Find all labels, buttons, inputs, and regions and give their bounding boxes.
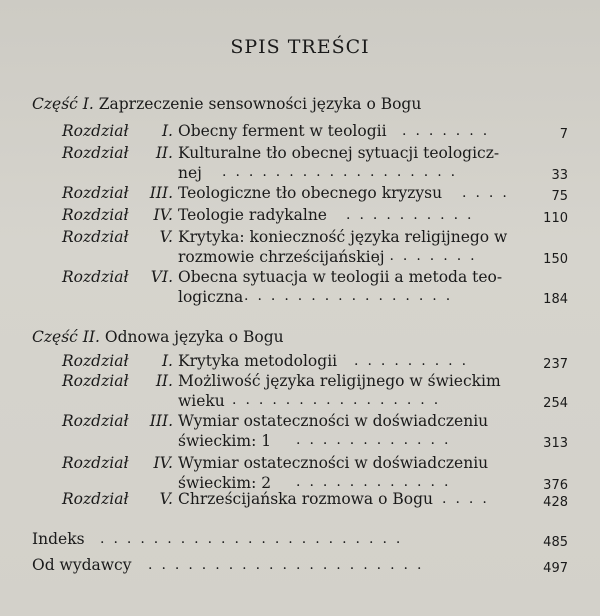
chapter-title-cont: rozmowie chrześcijańskiej bbox=[178, 248, 385, 266]
page-number: 497 bbox=[543, 561, 568, 576]
page-number: 7 bbox=[559, 127, 568, 142]
chapter-label: Rozdział bbox=[62, 490, 129, 508]
leader-dots: ................ bbox=[244, 288, 460, 304]
chapter-title: Wymiar ostateczności w doświadczeniu bbox=[178, 454, 489, 472]
chapter-number: III. bbox=[149, 184, 173, 202]
toc-entry bbox=[0, 144, 600, 186]
toc-entry bbox=[0, 206, 600, 228]
chapter-title: Wymiar ostateczności w doświadczeniu bbox=[178, 412, 489, 430]
leader-dots: ................ bbox=[232, 392, 448, 408]
chapter-label: Rozdział bbox=[62, 454, 129, 472]
toc-entry bbox=[0, 268, 600, 310]
chapter-label: Rozdział bbox=[62, 412, 129, 430]
part-2-title: Odnowa języka o Bogu bbox=[104, 328, 284, 346]
leader-dots: .................. bbox=[222, 164, 465, 180]
chapter-label: Rozdział bbox=[62, 144, 129, 162]
page-number: 33 bbox=[551, 168, 568, 183]
toc-entry bbox=[0, 372, 600, 414]
toc-entry bbox=[0, 530, 600, 552]
chapter-number: I. bbox=[161, 122, 173, 140]
chapter-title-cont: wieku bbox=[178, 392, 225, 410]
chapter-number: V. bbox=[159, 490, 173, 508]
leader-dots: ............ bbox=[296, 474, 458, 490]
chapter-label: Rozdział bbox=[62, 372, 129, 390]
page-number: 237 bbox=[543, 357, 568, 372]
page-number: 428 bbox=[543, 495, 568, 510]
chapter-title: Kulturalne tło obecnej sytuacji teologicz- bbox=[178, 144, 500, 162]
chapter-title: Chrześcijańska rozmowa o Bogu bbox=[178, 490, 433, 508]
page-number: 485 bbox=[543, 535, 568, 550]
chapter-number: IV. bbox=[153, 206, 173, 224]
leader-dots: .... bbox=[462, 185, 516, 201]
part-2-heading bbox=[32, 328, 284, 346]
chapter-title-cont: nej bbox=[178, 164, 202, 182]
chapter-number: III. bbox=[149, 412, 173, 430]
leader-dots: ....... bbox=[402, 123, 497, 139]
chapter-title: Możliwość języka religijnego w świeckim bbox=[178, 372, 501, 390]
chapter-title-cont: świeckim: 2 bbox=[178, 474, 272, 492]
chapter-title-cont: logiczna bbox=[178, 288, 244, 306]
page-title: SPIS TREŚCI bbox=[230, 36, 370, 58]
part-2-label: Część II. bbox=[32, 328, 100, 346]
toc-entry bbox=[0, 352, 600, 374]
leader-dots: ..................... bbox=[148, 557, 431, 573]
publisher-note-label: Od wydawcy bbox=[32, 556, 132, 574]
chapter-title: Obecny ferment w teologii bbox=[178, 122, 387, 140]
chapter-number: VI. bbox=[150, 268, 173, 286]
chapter-label: Rozdział bbox=[62, 352, 129, 370]
chapter-number: II. bbox=[155, 372, 173, 390]
part-1-heading bbox=[32, 95, 421, 113]
index-label: Indeks bbox=[32, 530, 85, 548]
page-number: 110 bbox=[543, 211, 568, 226]
page-number: 184 bbox=[543, 292, 568, 307]
chapter-number: V. bbox=[159, 228, 173, 246]
chapter-label: Rozdział bbox=[62, 268, 129, 286]
page-number: 254 bbox=[543, 396, 568, 411]
toc-entry bbox=[0, 490, 600, 512]
page-number: 150 bbox=[543, 252, 568, 267]
chapter-label: Rozdział bbox=[62, 122, 129, 140]
toc-entry bbox=[0, 228, 600, 270]
toc-entry bbox=[0, 122, 600, 144]
toc-entry bbox=[0, 556, 600, 578]
chapter-title-cont: świeckim: 1 bbox=[178, 432, 272, 450]
chapter-label: Rozdział bbox=[62, 184, 129, 202]
chapter-title: Obecna sytuacja w teologii a metoda teo- bbox=[178, 268, 503, 286]
chapter-title: Teologie radykalne bbox=[178, 206, 327, 224]
leader-dots: ............ bbox=[296, 432, 458, 448]
part-1-title: Zaprzeczenie sensowności języka o Bogu bbox=[98, 95, 422, 113]
chapter-title: Krytyka metodologii bbox=[178, 352, 338, 370]
chapter-number: II. bbox=[155, 144, 173, 162]
page-number: 75 bbox=[551, 189, 568, 204]
chapter-label: Rozdział bbox=[62, 228, 129, 246]
page-number: 376 bbox=[543, 478, 568, 493]
toc-entry bbox=[0, 412, 600, 454]
chapter-label: Rozdział bbox=[62, 206, 129, 224]
leader-dots: ........ bbox=[376, 248, 484, 264]
chapter-number: IV. bbox=[153, 454, 173, 472]
toc-entry bbox=[0, 184, 600, 206]
chapter-title: Krytyka: konieczność języka religijnego w bbox=[178, 228, 508, 246]
leader-dots: ....................... bbox=[100, 531, 410, 547]
chapter-title: Teologiczne tło obecnego kryzysu bbox=[178, 184, 443, 202]
leader-dots: ......... bbox=[354, 353, 476, 369]
leader-dots: .... bbox=[442, 491, 496, 507]
leader-dots: .......... bbox=[346, 207, 481, 223]
part-1-label: Część I. bbox=[32, 95, 94, 113]
chapter-number: I. bbox=[161, 352, 173, 370]
page-number: 313 bbox=[543, 436, 568, 451]
